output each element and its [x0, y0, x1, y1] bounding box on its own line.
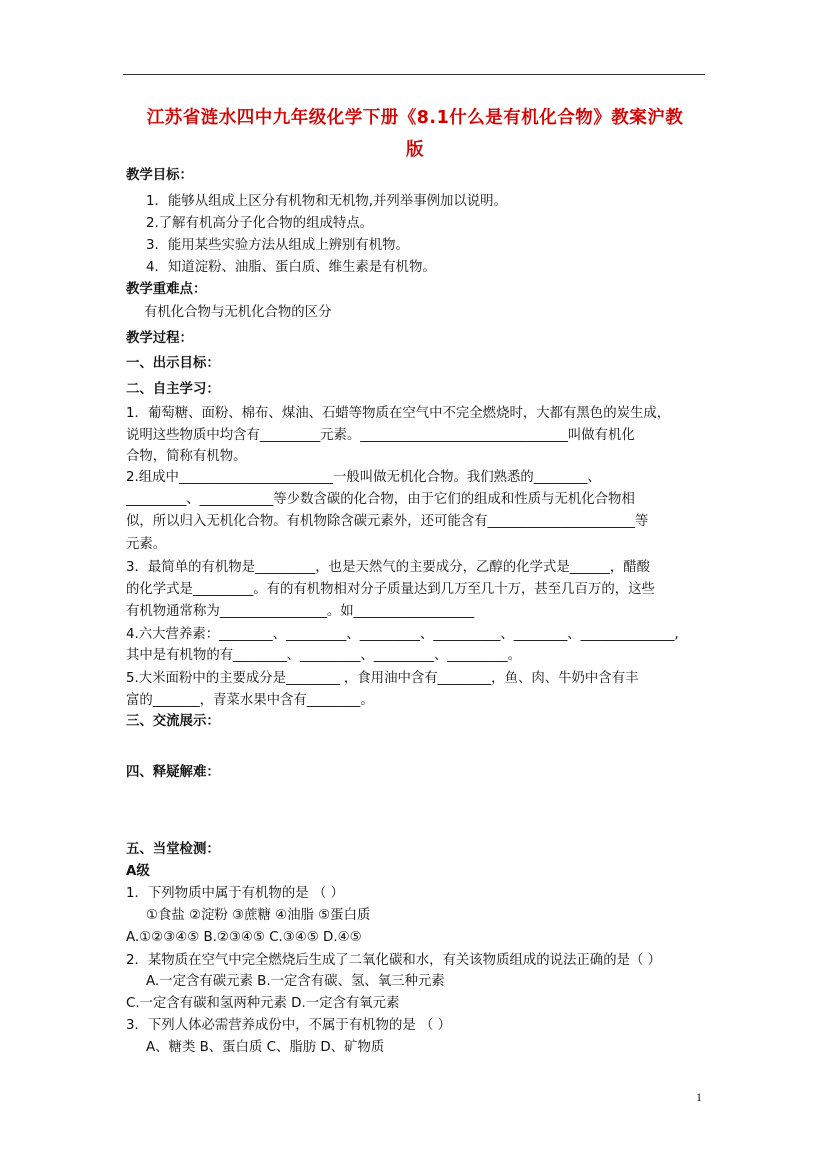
document-line: A级 [126, 864, 150, 879]
document-line: 说明这些物质中均含有_________元素。_______________________________叫做有机化 [126, 428, 635, 443]
document-line: 4.六大营养素：________、_________、_________、__________、________、______________, [126, 627, 679, 642]
document-line: 元素。 [126, 537, 167, 552]
document-line: A、糖类 B、蛋白质 C、脂肪 D、矿物质 [146, 1040, 385, 1055]
document-line: _________、___________等少数含碳的化合物，由于它们的组成和性质与无机化合物相 [126, 492, 635, 507]
document-line: 1．下列物质中属于有机物的是 （ ） [126, 886, 344, 901]
document-line: 二、自主学习： [126, 382, 220, 397]
page-number: 1 [696, 1090, 702, 1104]
document-line: 的化学式是_________。有的有机物相对分子质量达到几万至几十万，甚至几百万的，这些 [126, 582, 655, 597]
document-line: A.①②③④⑤ B.②③④⑤ C.③④⑤ D.④⑤ [126, 930, 362, 945]
document-line: 1．葡萄糖、面粉、棉布、煤油、石蜡等物质在空气中不完全燃烧时，大都有黑色的炭生成， [126, 406, 671, 421]
document-line: 五、当堂检测： [126, 842, 220, 857]
document-line: 教学过程： [126, 331, 193, 346]
document-line: 一、出示目标： [126, 356, 220, 371]
document-line: 5.大米面粉中的主要成分是________ ，食用油中含有________，鱼、肉、牛奶中含有丰 [126, 671, 639, 686]
document-line: 2.组成中_______________________一般叫做无机化合物。我们熟悉的________、 [126, 470, 601, 485]
document-line: 3．下列人体必需营养成份中，不属于有机物的是 （ ） [126, 1018, 452, 1033]
document-line: 3．能用某些实验方法从组成上辨别有机物。 [146, 238, 409, 253]
document-line: ①食盐 ②淀粉 ③蔗糖 ④油脂 ⑤蛋白质 [146, 908, 371, 923]
document-line: 教学重难点： [126, 282, 207, 297]
document-line: 似，所以归入无机化合物。有机物除含碳元素外，还可能含有______________________等 [126, 514, 649, 529]
document-line: 4．知道淀粉、油脂、蛋白质、维生素是有机物。 [146, 260, 436, 275]
document-line: 2.了解有机高分子化合物的组成特点。 [146, 216, 374, 231]
document-line: 有机化合物与无机化合物的区分 [144, 305, 332, 320]
document-line: 1．能够从组成上区分有机物和无机物,并列举事例加以说明。 [146, 194, 507, 209]
header-rule [123, 74, 705, 75]
document-line: 四、释疑解难： [126, 765, 220, 780]
document-line: 合物，简称有机物。 [126, 449, 247, 464]
document-title-line-2: 版 [406, 140, 424, 160]
document-line: 有机物通常称为________________。如__________________ [126, 604, 475, 619]
document-line: A.一定含有碳元素 B.一定含有碳、氢、氧三种元素 [146, 974, 445, 989]
document-line: 教学目标： [126, 168, 193, 183]
document-title-line-1: 江苏省涟水四中九年级化学下册《8.1什么是有机化合物》教案沪教 [146, 108, 684, 128]
document-line: 2．某物质在空气中完全燃烧后生成了二氧化碳和水，有关该物质组成的说法正确的是（ ） [126, 953, 662, 968]
document-line: 三、交流展示： [126, 714, 220, 729]
document-line: 3．最简单的有机物是_________，也是天然气的主要成分，乙醇的化学式是______，醋酸 [126, 560, 651, 575]
document-line: 其中是有机物的有________、_________、_________、_________。 [126, 648, 522, 663]
document-line: C.一定含有碳和氢两种元素 D.一定含有氧元素 [126, 996, 400, 1011]
document-line: 富的_______，青菜水果中含有________。 [126, 693, 374, 708]
